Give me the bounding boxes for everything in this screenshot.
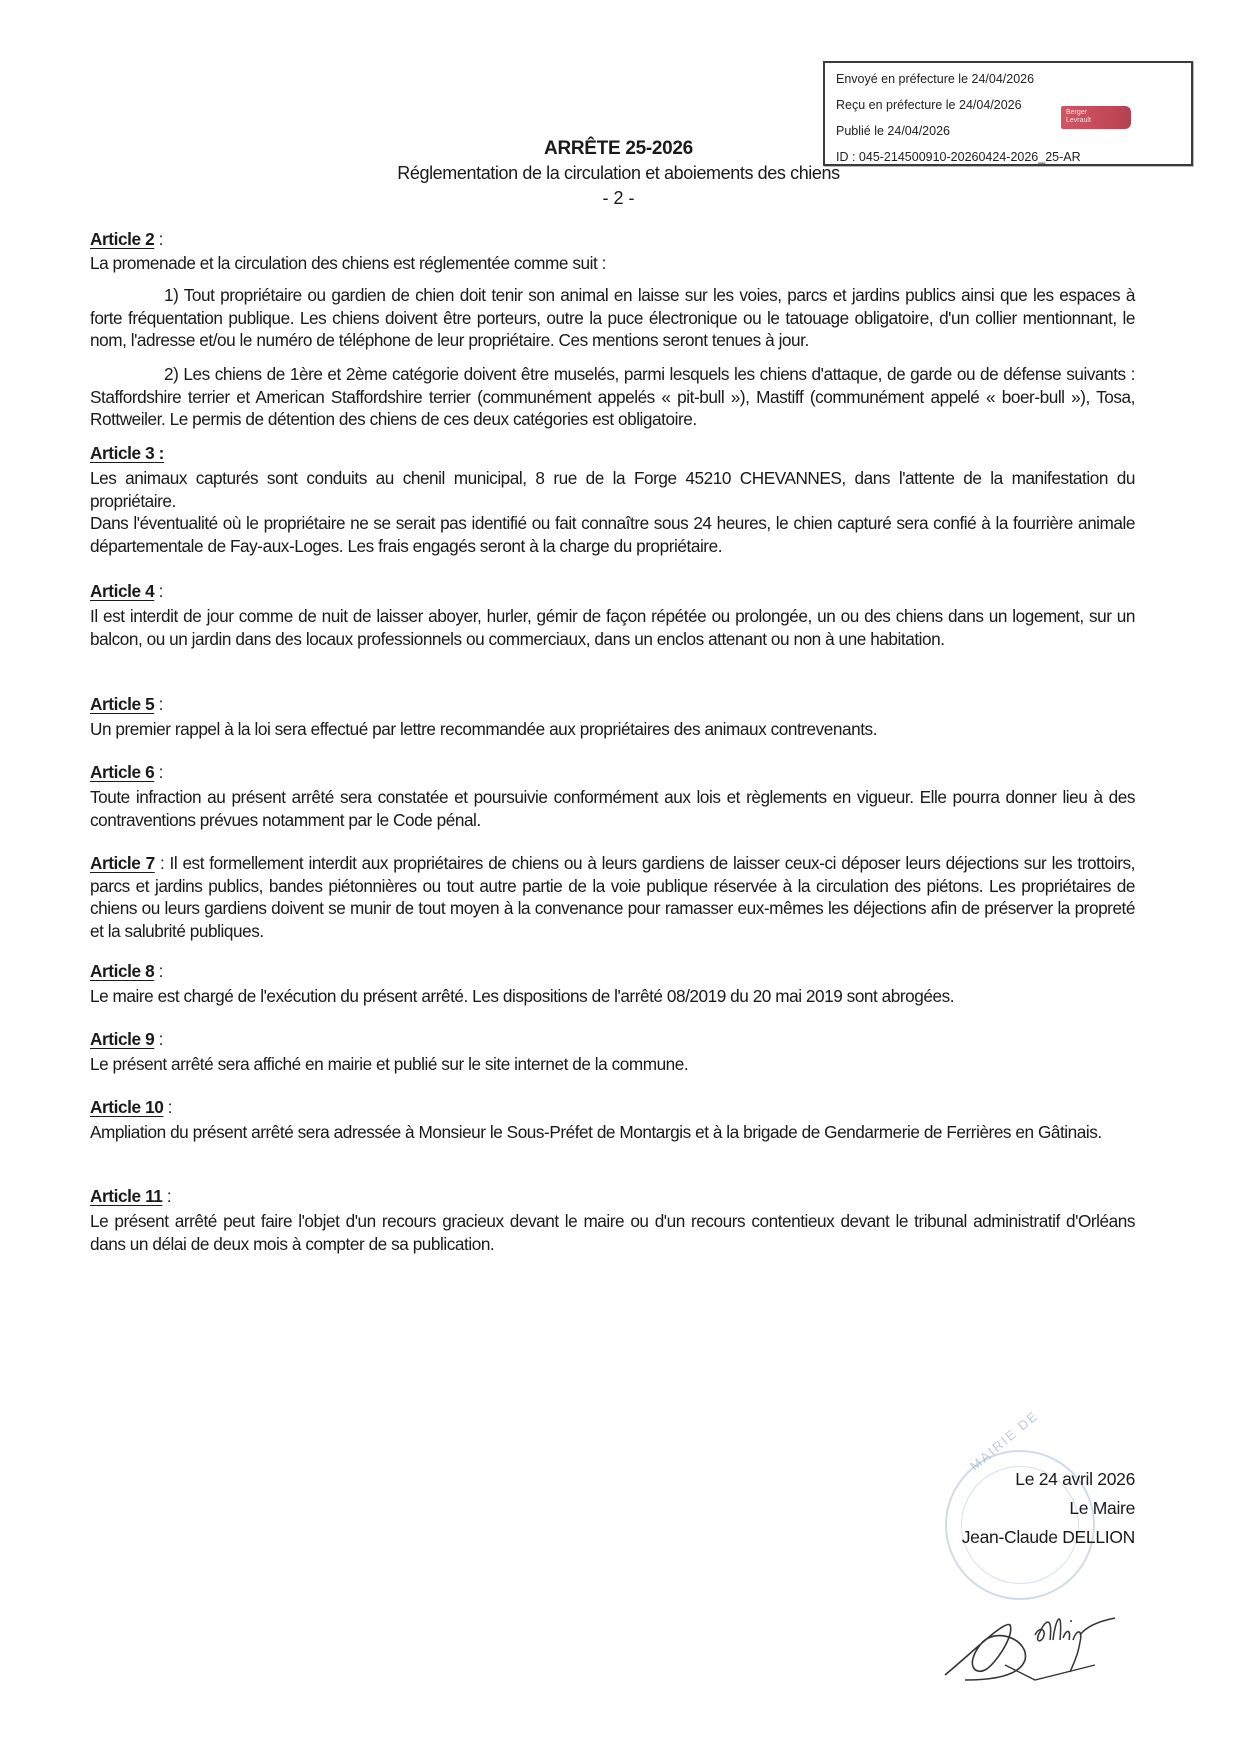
article-2-item-2: 2) Les chiens de 1ère et 2ème catégorie doivent être muselés, parmi lesquels les chiens d'attaque, de garde ou de défense suivants : Staffordshire terrier et American Staffordshire terrier (communément appelés « pit-bull »), Mastiff (communément appelé « boer-bull »), Tosa, Rottweiler. Le permis de détention des chiens de ces deux catégories est obligatoire. (90, 364, 1135, 429)
article-5-paragraph: Un premier rappel à la loi sera effectué par lettre recommandée aux propriétaires des animaux contrevenants. (90, 719, 878, 739)
article-label: Article 4 (90, 581, 155, 601)
document-title: ARRÊTE 25-2026 (544, 138, 693, 159)
seal-text: MAIRIE DE (967, 1407, 1042, 1474)
article-9-paragraph: Le présent arrêté sera affiché en mairie et publié sur le site internet de la commune. (90, 1054, 689, 1074)
article-label: Article 3 (90, 443, 155, 463)
article-5-heading: Article 5 : (90, 694, 163, 714)
article-label: Article 8 (90, 961, 155, 981)
article-label: Article 5 (90, 694, 155, 714)
article-8-paragraph: Le maire est chargé de l'exécution du présent arrêté. Les dispositions de l'arrêté 08/2019 du 20 mai 2019 sont abrogées. (90, 986, 955, 1006)
berger-levrault-logo-icon (1061, 106, 1131, 129)
article-3-paragraph-2: Dans l'éventualité où le propriétaire ne se serait pas identifié ou fait connaître sous 24 heures, le chien capturé sera confié à la fourrière animale départementale de Fay-aux-Loges. Les frais engagés seront à la charge du propriétaire. (90, 513, 1135, 556)
signature-date: Le 24 avril 2026 (1015, 1469, 1135, 1489)
article-2-intro: La promenade et la circulation des chiens est réglementée comme suit : (90, 253, 606, 273)
article-10-heading: Article 10 : (90, 1097, 173, 1117)
handwritten-signature-icon (935, 1580, 1135, 1690)
article-7-text: Il est formellement interdit aux propriétaires de chiens ou à leurs gardiens de laisser ceux-ci déposer leurs déjections sur les trottoirs, parcs et jardins publics, bandes piétonnières ou tout autre partie de la voie publique réservée à la circulation des piétons. Les propriétaires de chiens ou leurs gardiens doivent se munir de tout moyen à la convenance pour ramasser eux-mêmes les déjections afin de préserver la propreté et la salubrité publiques. (90, 853, 1136, 941)
article-8-heading: Article 8 : (90, 961, 163, 981)
article-9-heading: Article 9 : (90, 1029, 163, 1049)
article-2-item-1: 1) Tout propriétaire ou gardien de chien doit tenir son animal en laisse sur les voies, parcs et jardins publics ainsi que les espaces à forte fréquentation publique. Les chiens doivent être porteurs, outre la puce électronique ou le tatouage obligatoire, d'un collier mentionnant, le nom, l'adresse et/ou le numéro de téléphone de leur propriétaire. Ces mentions seront tenues à jour. (90, 285, 1135, 350)
article-10-paragraph: Ampliation du présent arrêté sera adressée à Monsieur le Sous-Préfet de Montargis et à la brigade de Gendarmerie de Ferrières en Gâtinais. (90, 1122, 1102, 1142)
article-label: Article 9 (90, 1029, 155, 1049)
signature-block (962, 1465, 1135, 1552)
logo-text-line2: Levrault (1066, 117, 1091, 124)
stamp-sent-date: Envoyé en préfecture le 24/04/2026 (836, 72, 1035, 86)
article-11-paragraph: Le présent arrêté peut faire l'objet d'un recours gracieux devant le maire ou d'un recours contentieux devant le tribunal administratif d'Orléans dans un délai de deux mois à compter de sa publication. (90, 1211, 1135, 1254)
stamp-id: ID : 045-214500910-20260424-2026_25-AR (836, 150, 1081, 164)
article-11-heading: Article 11 : (90, 1186, 172, 1206)
logo-text-line1: Berger (1066, 109, 1088, 116)
document-subtitle: Réglementation de la circulation et aboiements des chiens (397, 163, 840, 183)
article-4-heading: Article 4 : (90, 581, 163, 601)
signature-role: Le Maire (1069, 1498, 1135, 1518)
stamp-received-date: Reçu en préfecture le 24/04/2026 (836, 98, 1022, 112)
article-label: Article 2 (90, 229, 155, 249)
article-label: Article 10 (90, 1097, 164, 1117)
article-4-paragraph: Il est interdit de jour comme de nuit de laisser aboyer, hurler, gémir de façon répétée ou prolongée, un ou des chiens dans un logement, sur un balcon, ou un jardin dans des locaux professionnels ou commerciaux, dans un enclos attenant ou non à une habitation. (90, 606, 1135, 649)
article-6-paragraph: Toute infraction au présent arrêté sera constatée et poursuivie conformément aux lois et règlements en vigueur. Elle pourra donner lieu à des contraventions prévues notamment par le Code pénal. (90, 787, 1135, 830)
article-6-heading: Article 6 : (90, 762, 163, 782)
article-2-heading: Article 2 : (90, 229, 163, 249)
article-label: Article 6 (90, 762, 155, 782)
article-label: Article 11 (90, 1186, 163, 1206)
article-3-paragraph-1: Les animaux capturés sont conduits au chenil municipal, 8 rue de la Forge 45210 CHEVANNES, dans l'attente de la manifestation du propriétaire. (90, 468, 1135, 511)
article-3-heading: Article 3 : (90, 443, 164, 463)
page-number: - 2 - (602, 188, 635, 208)
article-7-label: Article 7 (90, 853, 155, 873)
article-7-paragraph: Article 7 : Il est formellement interdit aux propriétaires de chiens ou à leurs gardiens de laisser ceux-ci déposer leurs déjections sur les trottoirs, parcs et jardins publics, bandes piétonnières ou tout autre partie de la voie publique réservée à la circulation des piétons. Les propriétaires de chiens ou leurs gardiens doivent se munir de tout moyen à la convenance pour ramasser eux-mêmes les déjections afin de préserver la propreté et la salubrité publiques. (90, 853, 1136, 941)
signature-name: Jean-Claude DELLION (961, 1527, 1135, 1547)
stamp-published-date: Publié le 24/04/2026 (836, 124, 950, 138)
